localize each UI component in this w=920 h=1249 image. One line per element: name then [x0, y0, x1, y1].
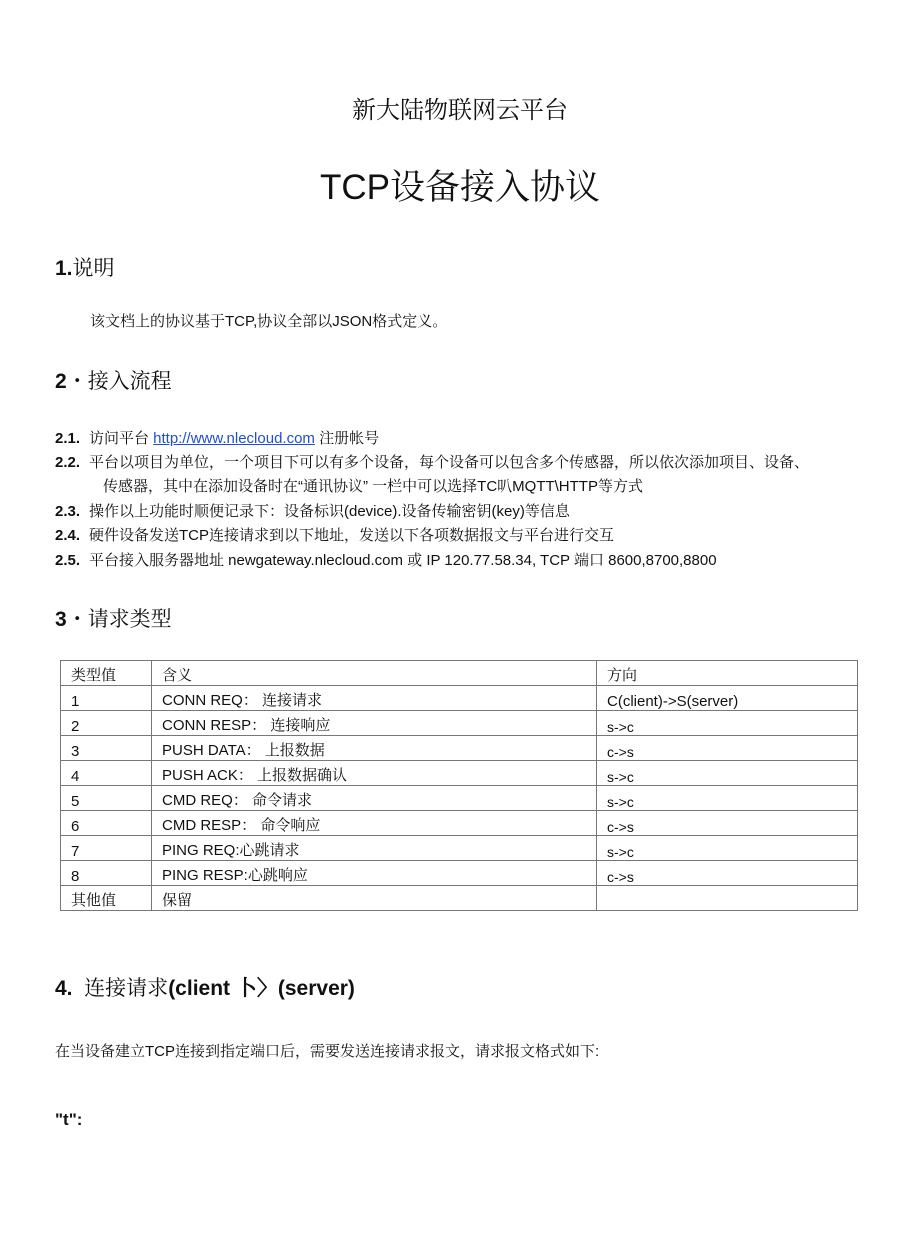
- type-value-cell: 其他值: [61, 886, 152, 911]
- step-2-5: [55, 549, 717, 570]
- type-value-cell: 5: [61, 786, 152, 811]
- document-title: TCP设备接入协议: [319, 168, 600, 207]
- step-2-3: [55, 500, 570, 521]
- step-text: 访问平台: [89, 430, 154, 447]
- section-4-title: 连接请求: [84, 977, 169, 1000]
- step-text: 平台接入服务器地址 newgateway.nlecloud.com 或 IP 120.77.58.34, TCP 端口 8600,8700,8800: [89, 552, 717, 569]
- section-2-title: 接入流程: [87, 370, 172, 393]
- column-header-type-value: 类型值: [61, 661, 152, 686]
- direction-cell: c->s: [597, 736, 858, 761]
- table-header-row: [61, 661, 858, 686]
- step-number: 2.5.: [55, 552, 81, 569]
- step-text: 注册帐号: [314, 430, 380, 447]
- table-row: [61, 736, 858, 761]
- section-1-title: 说明: [72, 257, 115, 280]
- step-text: 硬件设备发送TCP连接请求到以下地址，发送以下各项数据报文与平台进行交互: [89, 527, 615, 544]
- meaning-cell: PUSH DATA： 上报数据: [152, 736, 597, 761]
- section-4-subtitle: (client 卜〉(server): [168, 977, 355, 1000]
- table-row: [61, 761, 858, 786]
- code-snippet-line: "t":: [55, 1110, 83, 1129]
- type-value-cell: 4: [61, 761, 152, 786]
- section-4-heading: [55, 972, 355, 1002]
- section-4-body: 在当设备建立TCP连接到指定端口后，需要发送连接请求报文，请求报文格式如下:: [55, 1043, 600, 1060]
- meaning-cell: 保留: [152, 886, 597, 911]
- type-value-cell: 8: [61, 861, 152, 886]
- step-number: 2.3.: [55, 503, 81, 520]
- platform-title: 新大陆物联网云平台: [352, 97, 568, 124]
- direction-cell: C(client)->S(server): [597, 686, 858, 711]
- direction-cell: c->s: [597, 861, 858, 886]
- step-text: 平台以项目为单位，一个项目下可以有多个设备，每个设备可以包含多个传感器，所以依次添加项目、设备、: [89, 454, 810, 471]
- meaning-cell: PUSH ACK： 上报数据确认: [152, 761, 597, 786]
- table-row: [61, 811, 858, 836]
- section-3-title: 请求类型: [87, 608, 172, 631]
- type-value-cell: 7: [61, 836, 152, 861]
- direction-cell: [597, 886, 858, 911]
- direction-cell: c->s: [597, 811, 858, 836]
- type-value-cell: 6: [61, 811, 152, 836]
- section-3-separator: ・: [66, 608, 88, 631]
- nlecloud-link[interactable]: http://www.nlecloud.com: [153, 430, 315, 447]
- table-row: [61, 836, 858, 861]
- type-value-cell: 1: [61, 686, 152, 711]
- table-row: [61, 861, 858, 886]
- table-row: [61, 886, 858, 911]
- section-2-heading: [55, 365, 172, 395]
- meaning-cell: CMD RESP： 命令响应: [152, 811, 597, 836]
- step-2-2: [55, 451, 809, 472]
- direction-cell: s->c: [597, 836, 858, 861]
- step-2-1: [55, 427, 379, 448]
- request-type-table: [60, 660, 858, 911]
- direction-cell: s->c: [597, 786, 858, 811]
- table-row: [61, 711, 858, 736]
- section-2-separator: ・: [66, 370, 88, 393]
- section-1-heading: [55, 252, 115, 282]
- meaning-cell: CONN RESP： 连接响应: [152, 711, 597, 736]
- direction-cell: s->c: [597, 711, 858, 736]
- step-number: 2.4.: [55, 527, 81, 544]
- column-header-meaning: 含义: [152, 661, 597, 686]
- meaning-cell: CONN REQ： 连接请求: [152, 686, 597, 711]
- meaning-cell: PING REQ:心跳请求: [152, 836, 597, 861]
- column-header-direction: 方向: [597, 661, 858, 686]
- step-2-4: [55, 524, 614, 545]
- section-1-body: 该文档上的协议基于TCP,协议全部以JSON格式定义。: [90, 313, 448, 330]
- step-number: 2.1.: [55, 430, 81, 447]
- table-row: [61, 786, 858, 811]
- meaning-cell: CMD REQ： 命令请求: [152, 786, 597, 811]
- section-3-number: 3: [55, 608, 67, 631]
- direction-cell: s->c: [597, 761, 858, 786]
- type-value-cell: 2: [61, 711, 152, 736]
- section-3-heading: [55, 603, 172, 633]
- type-value-cell: 3: [61, 736, 152, 761]
- section-1-number: 1.: [55, 257, 73, 280]
- step-number: 2.2.: [55, 454, 81, 471]
- table-row: [61, 686, 858, 711]
- meaning-cell: PING RESP:心跳响应: [152, 861, 597, 886]
- section-4-number: 4.: [55, 977, 73, 1000]
- section-2-number: 2: [55, 370, 67, 393]
- step-2-2-continuation: 传感器，其中在添加设备时在“通讯协议” 一栏中可以选择TC叭MQTT\HTTP等方式: [103, 478, 643, 495]
- step-text: 操作以上功能时顺便记录下：设备标识(device).设备传输密钥(key)等信息: [89, 503, 570, 520]
